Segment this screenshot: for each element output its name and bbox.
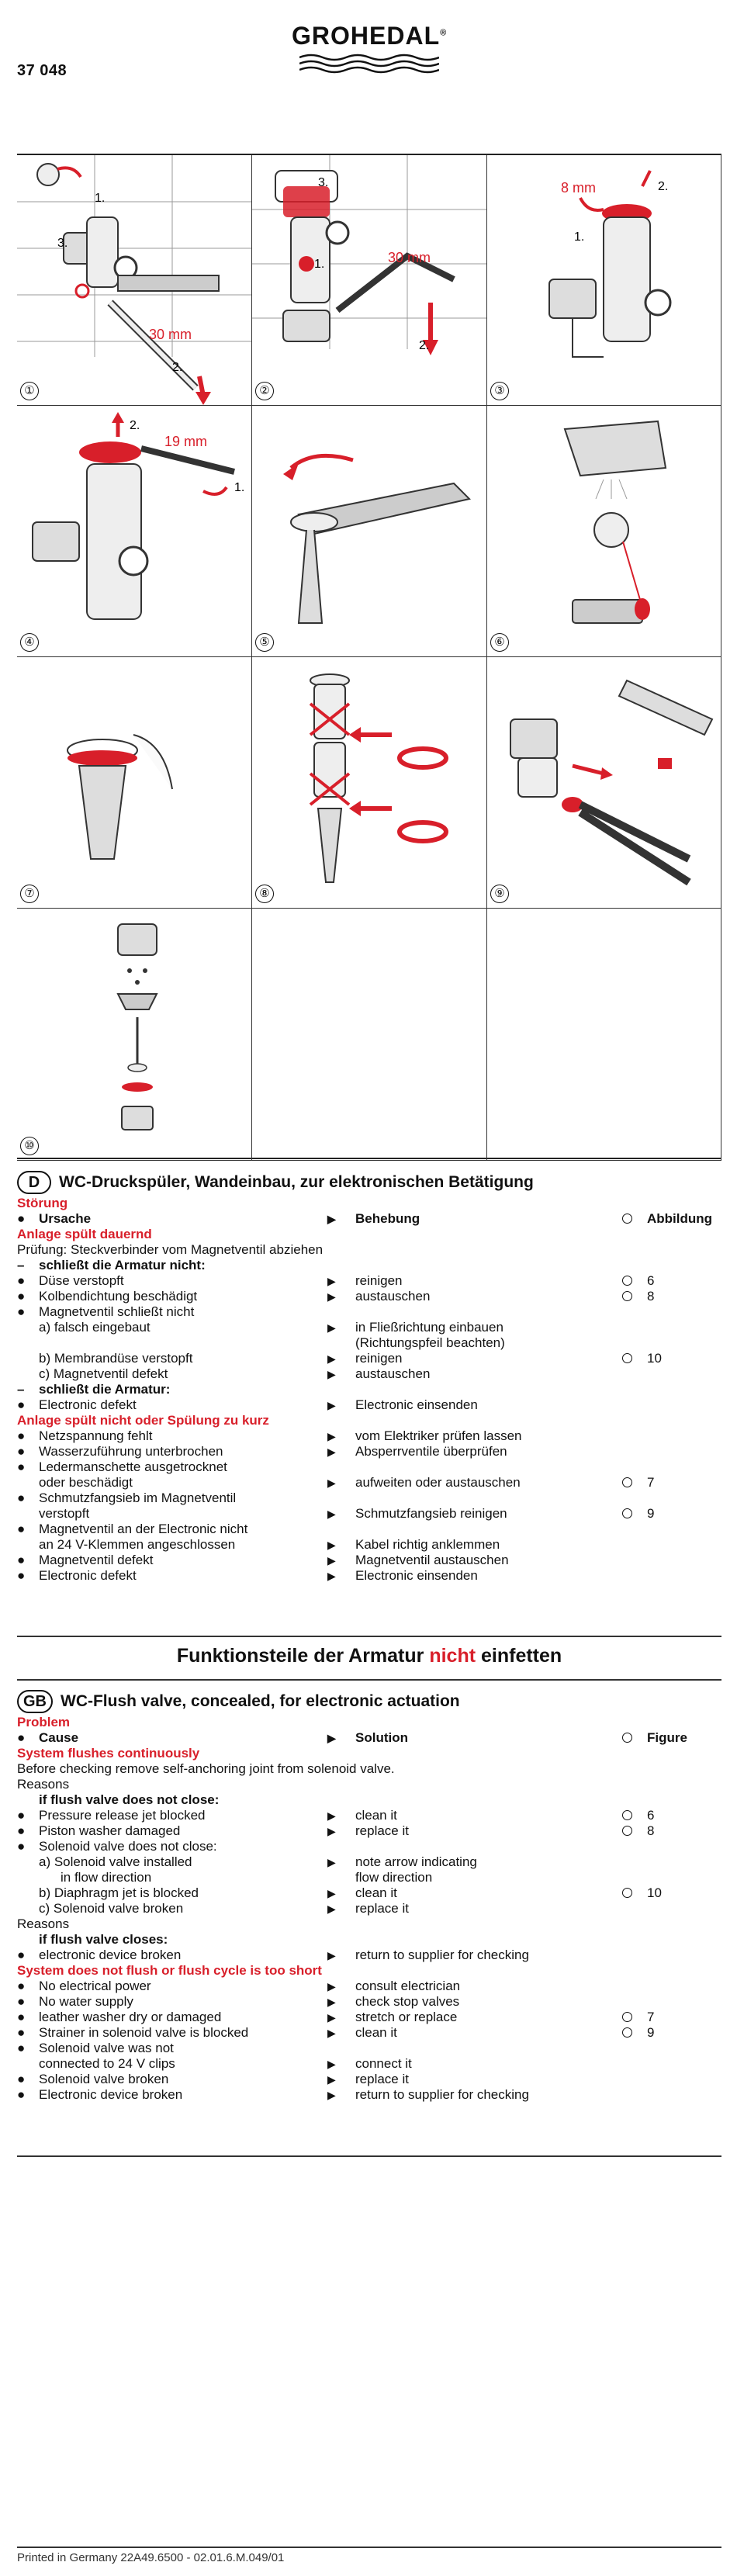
table-row: ● Electronic defekt ▶ Electronic einsenden [17,1397,478,1412]
warning-emphasis: nicht [429,1645,476,1667]
group-title: Anlage spült nicht oder Spülung zu kurz [17,1413,269,1428]
figure-empty-1 [252,909,487,1161]
figure-number: ⑥ [490,633,509,652]
table-row: c) Magnetventil defekt ▶ austauschen [39,1366,431,1381]
group-title: System does not flush or flush cycle is too short [17,1963,322,1978]
table-row: ● Ledermanschette ausgetrocknet [17,1459,227,1474]
step-label: 2. [172,361,183,374]
column-header-row: ● Ursache ▶ Behebung Abbildung [17,1211,713,1226]
figure-number: ⑨ [490,885,509,903]
table-row: ● Wasserzuführung unterbrochen ▶ Absperrventile überprüfen [17,1444,507,1459]
step-label: 2. [130,419,140,432]
step-label: 2. [419,339,430,352]
table-row: b) Membrandüse verstopft ▶ reinigen 10 [39,1351,662,1366]
figure-5 [252,406,487,657]
figure-number: ⑧ [255,885,274,903]
figure-1 [17,155,252,406]
table-row: ● No water supply ▶ check stop valves [17,1994,460,2009]
figure-8 [252,657,487,909]
subgroup-title: if flush valve does not close: [39,1792,220,1807]
table-row: ● leather washer dry or damaged ▶ stretch or replace 7 [17,2010,655,2024]
step-label: 3. [57,237,68,250]
label-problem: Problem [17,1715,71,1729]
table-row: ● electronic device broken ▶ return to supplier for checking [17,1948,529,1962]
table-row: a) falsch eingebaut ▶ in Fließrichtung einbauen [39,1320,503,1335]
label-stoerung: Störung [17,1196,68,1210]
subgroup-title: if flush valve closes: [39,1932,168,1947]
figure-9 [487,657,721,909]
brand-registered-mark: ® [440,28,448,38]
figure-empty-2 [487,909,721,1161]
figure-3 [487,155,721,406]
table-row: ● Solenoid valve does not close: [17,1839,217,1854]
figure-2 [252,155,487,406]
figure-10 [17,909,252,1161]
table-row: ● No electrical power ▶ consult electrician [17,1979,461,1993]
column-header-row: ● Cause ▶ Solution Figure [17,1730,687,1745]
section-gb [17,1688,721,2103]
table-row: ● Magnetventil defekt ▶ Magnetventil austauschen [17,1553,509,1567]
table-row: ● Magnetventil schließt nicht [17,1304,195,1319]
table-row: b) Diaphragm jet is blocked ▶ clean it 10 [39,1885,662,1900]
waves-icon [299,53,439,76]
table-row: c) Solenoid valve broken ▶ replace it [39,1901,409,1916]
table-row: a) Solenoid valve installed ▶ note arrow indicating [39,1854,477,1869]
dimension-label: 8 mm [561,180,596,196]
reasons-label: Reasons [17,1916,70,1931]
warning-banner: Funktionsteile der Armatur nicht einfetten [176,1645,562,1667]
dimension-label: 30 mm [149,327,192,342]
figure-number: ④ [20,633,39,652]
figure-6 [487,406,721,657]
table-row: ● Electronic defekt ▶ Electronic einsenden [17,1568,478,1583]
step-label: 1. [314,258,325,271]
figure-grid [17,154,721,1159]
divider [17,1636,721,1637]
table-row: connected to 24 V clips ▶ connect it [39,2056,412,2071]
table-row: ● Electronic device broken ▶ return to supplier for checking [17,2087,529,2102]
section-title-gb: WC-Flush valve, concealed, for electronic actuation [61,1692,460,1710]
table-row: ● Düse verstopft ▶ reinigen 6 [17,1273,655,1288]
step-label: 2. [658,180,669,193]
dimension-label: 30 mm [388,250,431,265]
figure-number: ③ [490,382,509,400]
step-label: 1. [95,192,106,205]
figure-number: ② [255,382,274,400]
step-label: 3. [318,176,329,189]
product-code: 37 048 [17,62,67,79]
table-row: ● Solenoid valve was not [17,2041,174,2055]
step-label: 1. [574,230,585,244]
table-row: ● Solenoid valve broken ▶ replace it [17,2072,409,2086]
table-row: oder beschädigt ▶ aufweiten oder austauschen 7 [39,1475,655,1490]
table-row: ● Schmutzfangsieb im Magnetventil [17,1491,237,1505]
figure-number: ① [20,382,39,400]
language-badge-gb: GB [17,1690,53,1713]
divider [17,2155,721,2157]
figure-number: ⑦ [20,885,39,903]
figure-number: ⑩ [20,1137,39,1155]
table-row: ● Netzspannung fehlt ▶ vom Elektriker prüfen lassen [17,1428,522,1443]
table-row: an 24 V-Klemmen angeschlossen ▶ Kabel richtig anklemmen [39,1537,500,1552]
check-note: Prüfung: Steckverbinder vom Magnetventil abziehen [17,1242,324,1257]
table-row: (Richtungspfeil beachten) [355,1335,505,1350]
check-note: Before checking remove self-anchoring joint from solenoid valve. [17,1761,395,1776]
step-label: 1. [234,481,245,494]
figure-7 [17,657,252,909]
footer-divider [17,2547,721,2548]
group-title: Anlage spült dauernd [17,1227,152,1241]
table-row: ● Strainer in solenoid valve is blocked ▶ clean it 9 [17,2025,655,2040]
brand-logo [292,22,448,76]
subgroup-title: – schließt die Armatur: [17,1382,171,1397]
table-row: ● Pressure release jet blocked ▶ clean it 6 [17,1808,655,1823]
table-row: in flow direction flow direction [61,1870,433,1885]
print-note: Printed in Germany 22A49.6500 - 02.01.6.M.049/01 [17,2551,285,2564]
section-de [17,1169,721,1584]
language-badge-de: D [17,1171,51,1194]
section-title-de: WC-Druckspüler, Wandeinbau, zur elektronischen Betätigung [59,1173,534,1191]
figure-4 [17,406,252,657]
table-row: ● Magnetventil an der Electronic nicht [17,1522,248,1536]
dimension-label: 19 mm [164,434,208,449]
divider [17,1679,721,1681]
subgroup-title: – schließt die Armatur nicht: [17,1258,206,1272]
brand-name: GROHEDAL [292,22,441,50]
table-row: ● Kolbendichtung beschädigt ▶ austauschen 8 [17,1289,655,1304]
table-row: ● Piston washer damaged ▶ replace it 8 [17,1823,655,1838]
group-title: System flushes continuously [17,1746,200,1761]
table-row: verstopft ▶ Schmutzfangsieb reinigen 9 [39,1506,655,1521]
figure-number: ⑤ [255,633,274,652]
reasons-label: Reasons [17,1777,70,1792]
